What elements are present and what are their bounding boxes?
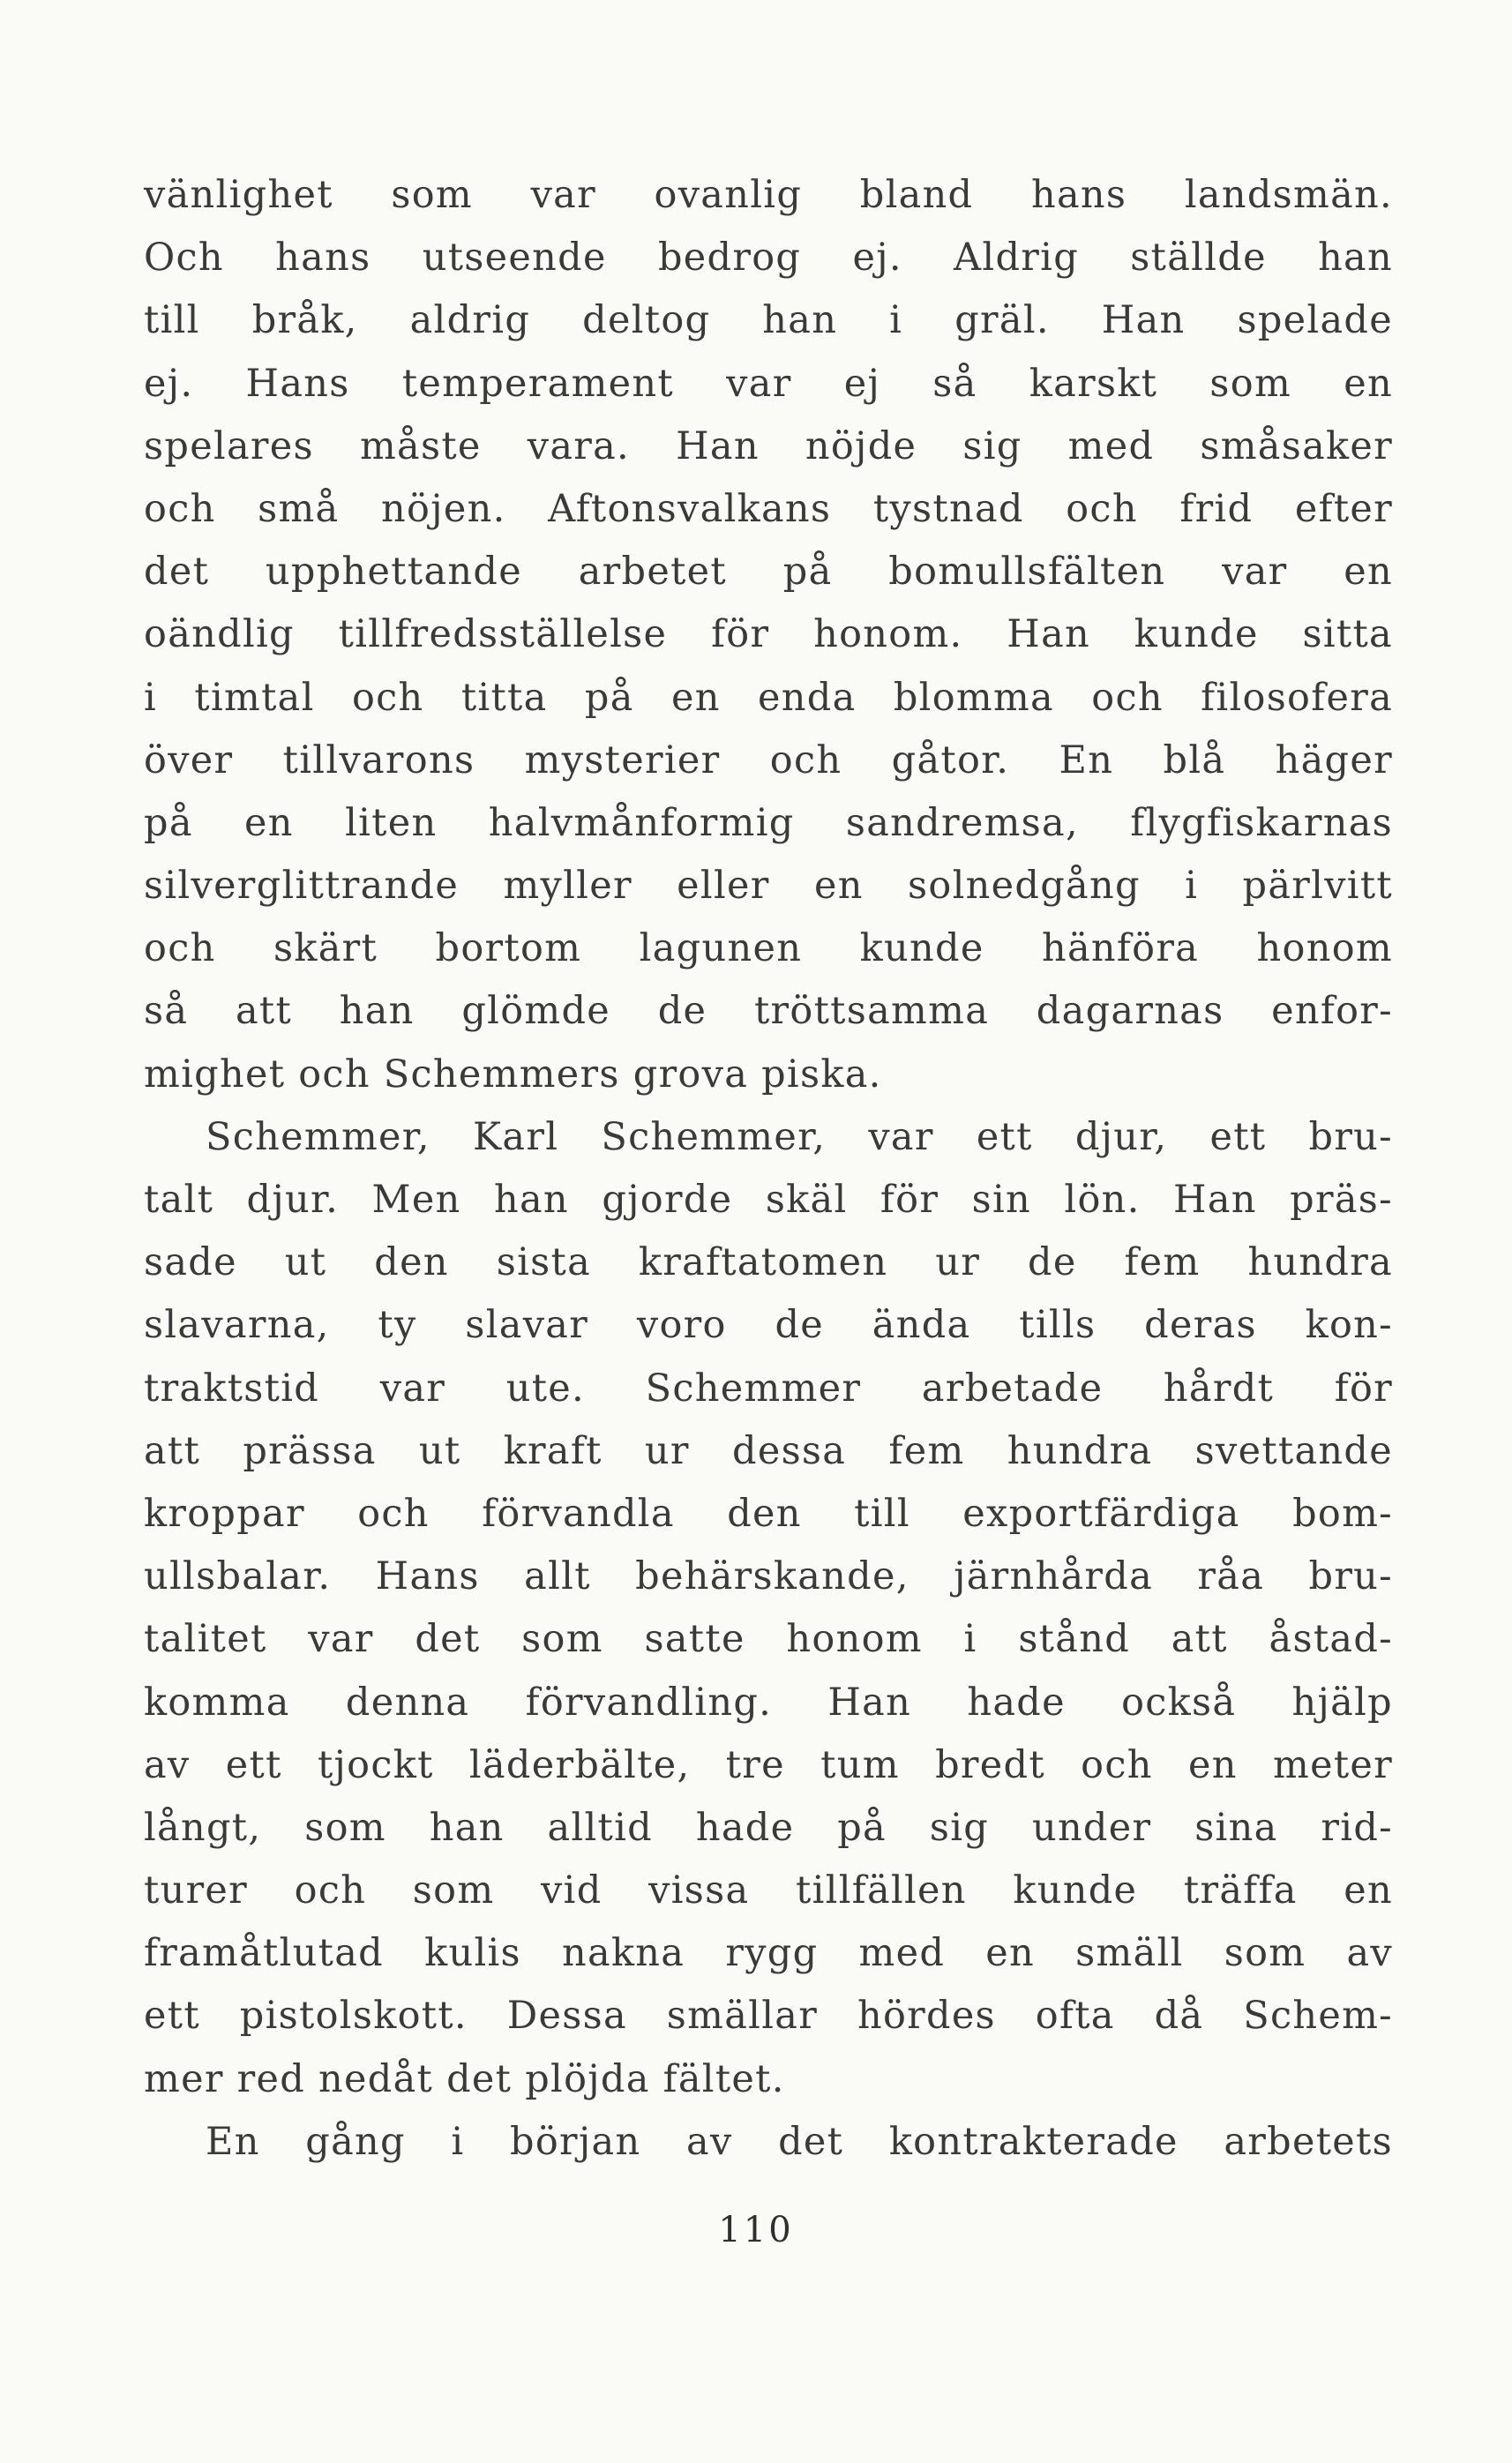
text-line: vänlighet som var ovanlig bland hans landsmän. (144, 173, 1393, 217)
text-line: Schemmer, Karl Schemmer, var ett djur, ett bru- (206, 1114, 1393, 1159)
text-line: komma denna förvandling. Han hade också hjälp (144, 1680, 1393, 1725)
text-line: turer och som vid vissa tillfällen kunde träffa en (144, 1868, 1393, 1913)
text-line: på en liten halvmånformig sandremsa, flygfiskarnas (144, 800, 1393, 845)
text-line: sade ut den sista kraftatomen ur de fem hundra (144, 1240, 1393, 1285)
text-line: En gång i början av det kontrakterade arbetets (206, 2119, 1393, 2164)
text-line: silverglittrande myller eller en solnedgång i pärlvitt (144, 864, 1393, 909)
text-line: och små nöjen. Aftonsvalkans tystnad och frid efter (144, 486, 1393, 531)
text-line: framåtlutad kulis nakna rygg med en smäll som av (144, 1931, 1393, 1976)
text-line: över tillvarons mysterier och gåtor. En blå häger (144, 737, 1393, 782)
text-line: ej. Hans temperament var ej så karskt som en (144, 361, 1393, 406)
text-line: talitet var det som satte honom i stånd att åstad- (144, 1617, 1393, 1662)
text-line: det upphettande arbetet på bomullsfälten var en (144, 550, 1393, 595)
text-line: till bråk, aldrig deltog han i gräl. Han spelade (144, 298, 1393, 343)
text-line: långt, som han alltid hade på sig under sina rid- (144, 1805, 1393, 1850)
text-line: oändlig tillfredsställelse för honom. Han kunde sitta (144, 612, 1393, 657)
body-text (144, 164, 1393, 2174)
text-line: och skärt bortom lagunen kunde hänföra honom (144, 926, 1393, 971)
text-line: kroppar och förvandla den till exportfärdiga bom- (144, 1491, 1393, 1536)
text-line: mer red nedåt det plöjda fältet. (144, 2056, 785, 2101)
text-line: slavarna, ty slavar voro de ända tills deras kon- (144, 1303, 1393, 1348)
text-line: ett pistolskott. Dessa smällar hördes ofta då Schem- (144, 1994, 1393, 2039)
text-line: ullsbalar. Hans allt behärskande, järnhårda råa bru- (144, 1554, 1393, 1599)
text-line: traktstid var ute. Schemmer arbetade hårdt för (144, 1366, 1393, 1411)
page-number: 110 (718, 2210, 794, 2250)
text-line: att prässa ut kraft ur dessa fem hundra svettande (144, 1428, 1393, 1473)
text-line: av ett tjockt läderbälte, tre tum bredt och en meter (144, 1742, 1393, 1787)
text-line: i timtal och titta på en enda blomma och filosofera (144, 675, 1393, 720)
text-line: så att han glömde de tröttsamma dagarnas enfor- (144, 989, 1393, 1034)
text-line: talt djur. Men han gjorde skäl för sin lön. Han präs- (144, 1178, 1393, 1222)
text-line: mighet och Schemmers grova piska. (144, 1052, 882, 1097)
text-line: Och hans utseende bedrog ej. Aldrig ställde han (144, 236, 1393, 281)
text-line: spelares måste vara. Han nöjde sig med småsaker (144, 423, 1393, 468)
